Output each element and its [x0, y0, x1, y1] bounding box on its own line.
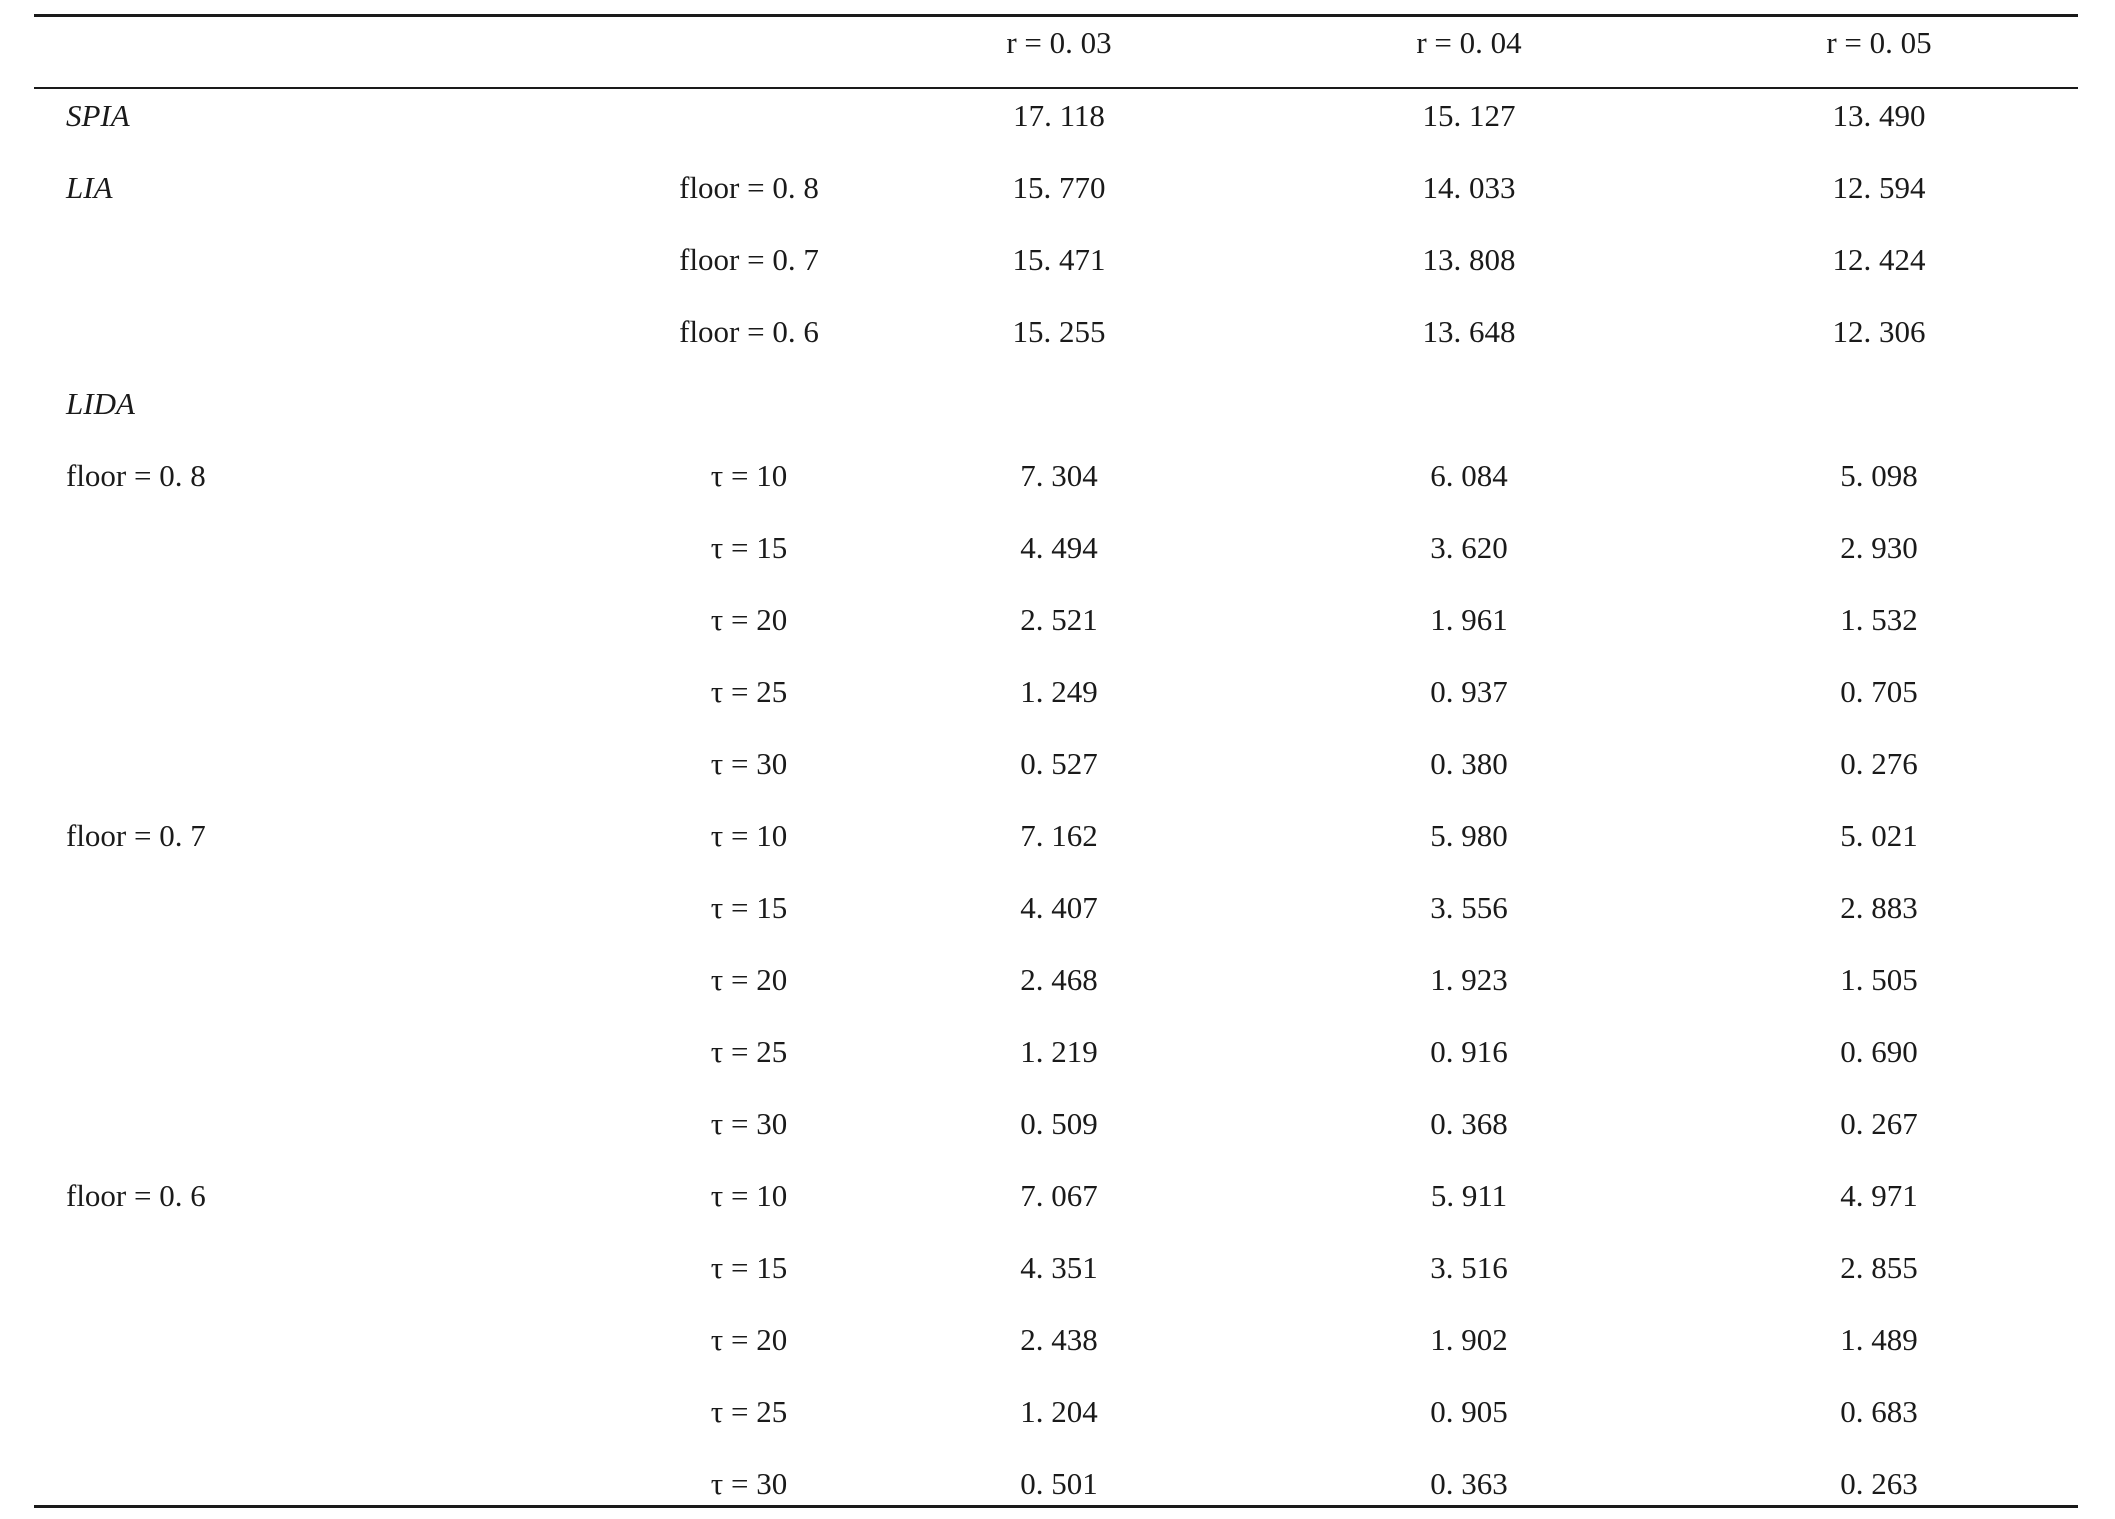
table-row: [34, 91, 2078, 141]
row-label: [66, 1243, 566, 1293]
header-col2: [554, 18, 944, 68]
value-r-003: 1. 249: [1020, 674, 1098, 709]
row-sublabel: τ = 15: [710, 530, 788, 565]
value-r-005: 0. 690: [1840, 1034, 1918, 1069]
row-label: [66, 523, 566, 573]
value-r-005: 12. 594: [1832, 170, 1926, 205]
value-r-004: 5. 911: [1430, 1178, 1508, 1213]
value-r-004: 5. 980: [1430, 818, 1508, 853]
value-r-004: 1. 961: [1430, 602, 1508, 637]
row-label: [66, 739, 566, 789]
value-r-004: 0. 905: [1430, 1394, 1508, 1429]
value-r-004: 3. 620: [1430, 530, 1508, 565]
value-r-004: 14. 033: [1422, 170, 1516, 205]
value-r-005: 13. 490: [1832, 98, 1926, 133]
value-r-003: 17. 118: [1013, 98, 1105, 133]
row-sublabel: τ = 30: [710, 746, 788, 781]
value-r-004: 0. 380: [1430, 746, 1508, 781]
row-sublabel: τ = 20: [710, 1322, 788, 1357]
value-r-003: 4. 494: [1020, 530, 1098, 565]
table-row: [34, 883, 2078, 933]
table-row: [34, 1027, 2078, 1077]
row-sublabel: floor = 0. 6: [679, 314, 819, 349]
value-r-004: 13. 648: [1422, 314, 1516, 349]
row-sublabel: τ = 10: [710, 818, 788, 853]
value-r-005: 12. 306: [1832, 314, 1926, 349]
table-header-row: [34, 18, 2078, 68]
row-label: [66, 307, 566, 357]
value-r-005: 0. 683: [1840, 1394, 1918, 1429]
value-r-005: 5. 021: [1840, 818, 1918, 853]
value-r-003: 0. 501: [1020, 1466, 1098, 1501]
row-sublabel: [554, 91, 944, 141]
value-r-003: [914, 379, 1204, 429]
value-r-005: 1. 532: [1840, 602, 1918, 637]
value-r-005: [1734, 379, 2024, 429]
row-label: [66, 1315, 566, 1365]
value-r-003: 0. 527: [1020, 746, 1098, 781]
value-r-003: 7. 067: [1020, 1178, 1098, 1213]
value-r-003: 0. 509: [1020, 1106, 1098, 1141]
table-row: [34, 451, 2078, 501]
row-sublabel: [554, 379, 944, 429]
row-sublabel: τ = 25: [710, 1034, 788, 1069]
value-r-005: 0. 263: [1840, 1466, 1918, 1501]
table-row: [34, 235, 2078, 285]
row-label: SPIA: [66, 98, 130, 133]
value-r-004: 3. 556: [1430, 890, 1508, 925]
table-row: [34, 307, 2078, 357]
table-row: [34, 163, 2078, 213]
value-r-004: 0. 937: [1430, 674, 1508, 709]
row-label: [66, 955, 566, 1005]
value-r-004: 0. 368: [1430, 1106, 1508, 1141]
value-r-003: 7. 162: [1020, 818, 1098, 853]
table-row: [34, 1459, 2078, 1509]
value-r-004: 0. 916: [1430, 1034, 1508, 1069]
value-r-005: 0. 705: [1840, 674, 1918, 709]
row-label: [66, 1387, 566, 1437]
table-row: [34, 667, 2078, 717]
row-sublabel: τ = 10: [710, 458, 788, 493]
header-r-003: r = 0. 03: [1006, 25, 1112, 60]
value-r-005: 2. 883: [1840, 890, 1918, 925]
row-sublabel: floor = 0. 7: [679, 242, 819, 277]
row-label: LIDA: [66, 386, 135, 421]
value-r-004: 13. 808: [1422, 242, 1516, 277]
row-label: floor = 0. 7: [66, 818, 206, 853]
table-row: [34, 523, 2078, 573]
value-r-003: 4. 351: [1020, 1250, 1098, 1285]
value-r-005: 1. 505: [1840, 962, 1918, 997]
row-label: [66, 1459, 566, 1509]
value-r-005: 2. 855: [1840, 1250, 1918, 1285]
value-r-004: 3. 516: [1430, 1250, 1508, 1285]
table-row: [34, 595, 2078, 645]
table-top-rule: [34, 14, 2078, 17]
value-r-003: 4. 407: [1020, 890, 1098, 925]
row-sublabel: τ = 25: [710, 674, 788, 709]
table-header-rule: [34, 87, 2078, 89]
row-label: [66, 595, 566, 645]
row-label: [66, 235, 566, 285]
value-r-004: [1324, 379, 1614, 429]
value-r-005: 12. 424: [1832, 242, 1926, 277]
value-r-003: 2. 438: [1020, 1322, 1098, 1357]
value-r-004: 0. 363: [1430, 1466, 1508, 1501]
row-label: [66, 1027, 566, 1077]
header-r-004: r = 0. 04: [1416, 25, 1522, 60]
table-row: [34, 1243, 2078, 1293]
row-label: floor = 0. 8: [66, 458, 206, 493]
row-label: floor = 0. 6: [66, 1178, 206, 1213]
value-r-003: 1. 204: [1020, 1394, 1098, 1429]
value-r-005: 4. 971: [1840, 1178, 1918, 1213]
row-sublabel: τ = 15: [710, 1250, 788, 1285]
table-row: [34, 1171, 2078, 1221]
row-sublabel: τ = 10: [710, 1178, 788, 1213]
row-sublabel: τ = 25: [710, 1394, 788, 1429]
table-row: [34, 379, 2078, 429]
value-r-003: 15. 770: [1012, 170, 1106, 205]
row-sublabel: τ = 20: [710, 962, 788, 997]
value-r-004: 6. 084: [1430, 458, 1508, 493]
header-col1: [66, 18, 566, 68]
value-r-004: 1. 902: [1430, 1322, 1508, 1357]
row-label: LIA: [66, 170, 113, 205]
value-r-005: 1. 489: [1840, 1322, 1918, 1357]
row-sublabel: τ = 30: [710, 1466, 788, 1501]
table-row: [34, 1387, 2078, 1437]
table-row: [34, 811, 2078, 861]
table-row: [34, 1315, 2078, 1365]
table-row: [34, 739, 2078, 789]
value-r-005: 5. 098: [1840, 458, 1918, 493]
value-r-005: 2. 930: [1840, 530, 1918, 565]
table-bottom-rule: [34, 1505, 2078, 1508]
value-r-003: 2. 521: [1020, 602, 1098, 637]
value-r-004: 1. 923: [1430, 962, 1508, 997]
row-sublabel: τ = 20: [710, 602, 788, 637]
row-sublabel: τ = 15: [710, 890, 788, 925]
row-label: [66, 883, 566, 933]
value-r-003: 15. 255: [1012, 314, 1106, 349]
value-r-003: 7. 304: [1020, 458, 1098, 493]
value-r-004: 15. 127: [1422, 98, 1516, 133]
table-row: [34, 955, 2078, 1005]
row-label: [66, 667, 566, 717]
table-row: [34, 1099, 2078, 1149]
value-r-003: 1. 219: [1020, 1034, 1098, 1069]
value-r-003: 15. 471: [1012, 242, 1106, 277]
row-sublabel: floor = 0. 8: [679, 170, 819, 205]
value-r-005: 0. 267: [1840, 1106, 1918, 1141]
value-r-003: 2. 468: [1020, 962, 1098, 997]
value-r-005: 0. 276: [1840, 746, 1918, 781]
row-label: [66, 1099, 566, 1149]
header-r-005: r = 0. 05: [1826, 25, 1932, 60]
row-sublabel: τ = 30: [710, 1106, 788, 1141]
